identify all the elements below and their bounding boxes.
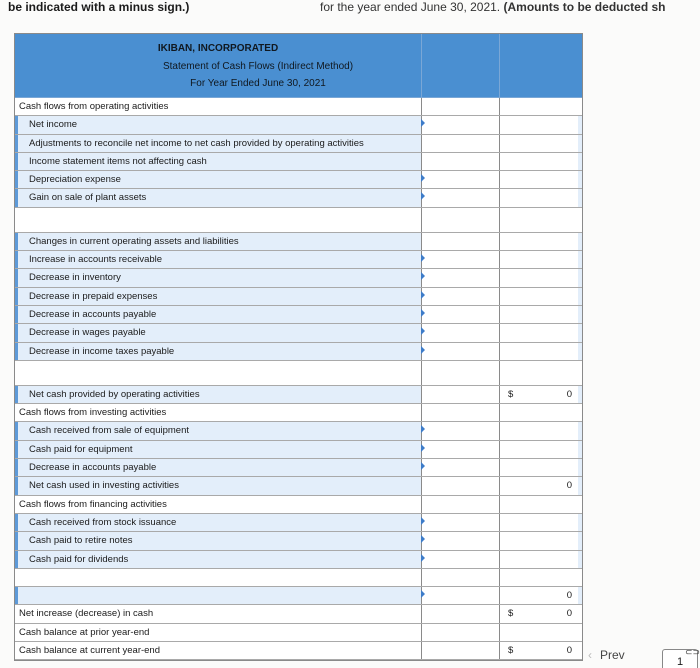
account-dropdown[interactable]: Decrease in wages payable <box>15 324 421 341</box>
statement-row <box>15 208 582 233</box>
statement-row <box>15 189 582 207</box>
currency-symbol: $ <box>508 388 514 400</box>
instruction-text <box>8 0 700 18</box>
subtotal-input[interactable] <box>499 642 578 659</box>
row-label <box>15 208 421 232</box>
statement-row <box>15 532 582 550</box>
amount-input <box>421 98 499 115</box>
statement-row <box>15 459 582 477</box>
page-indicator[interactable] <box>662 649 698 668</box>
amount-input[interactable] <box>421 514 499 531</box>
amount-input[interactable] <box>421 343 499 360</box>
currency-symbol: $ <box>508 608 514 620</box>
amount-input[interactable] <box>421 459 499 476</box>
statement-row <box>15 441 582 459</box>
account-dropdown[interactable]: Gain on sale of plant assets <box>15 189 421 206</box>
statement-row <box>15 422 582 440</box>
statement-row <box>15 551 582 569</box>
statement-row <box>15 642 582 660</box>
amount-value: 0 <box>566 480 572 492</box>
amount-input[interactable] <box>421 605 499 622</box>
chevron-left-icon: ‹ <box>588 648 592 662</box>
amount-input[interactable] <box>421 532 499 549</box>
amount-value: 0 <box>566 590 572 602</box>
instruction-right-bold: (Amounts to be deducted sh <box>503 0 666 14</box>
subtotal-input[interactable] <box>499 605 578 622</box>
row-label <box>15 569 421 586</box>
amount-input[interactable] <box>421 551 499 568</box>
amount-input[interactable] <box>421 171 499 188</box>
account-dropdown[interactable]: Cash paid to retire notes <box>15 532 421 549</box>
statement-row <box>15 135 582 153</box>
account-dropdown[interactable]: Adjustments to reconcile net income to net cash provided by operating activities <box>15 135 421 152</box>
subtotal-input[interactable] <box>499 171 578 188</box>
statement-row <box>15 251 582 269</box>
statement-row <box>15 496 582 514</box>
subtotal-input <box>499 98 578 115</box>
statement-row <box>15 98 582 116</box>
subtotal-input[interactable] <box>499 587 578 604</box>
amount-input[interactable] <box>421 269 499 286</box>
amount-input[interactable] <box>421 153 499 170</box>
subtotal-input <box>499 208 578 232</box>
prev-button[interactable] <box>588 648 625 662</box>
amount-input[interactable] <box>421 288 499 305</box>
statement-row <box>15 171 582 189</box>
subtotal-input[interactable] <box>499 324 578 341</box>
subtotal-input <box>499 404 578 421</box>
currency-symbol: $ <box>508 645 514 657</box>
subtotal-input[interactable] <box>499 269 578 286</box>
amount-input <box>421 361 499 385</box>
instruction-right <box>320 0 665 14</box>
statement-row <box>15 233 582 251</box>
subtotal-input[interactable] <box>499 116 578 133</box>
amount-input[interactable] <box>421 386 499 403</box>
amount-input[interactable] <box>421 324 499 341</box>
subtotal-input[interactable] <box>499 459 578 476</box>
account-dropdown[interactable]: Cash paid for equipment <box>15 441 421 458</box>
statement-row <box>15 324 582 342</box>
row-label: Cash balance at prior year-end <box>19 626 150 638</box>
page-number: 1 <box>677 656 684 668</box>
amount-input[interactable] <box>421 441 499 458</box>
instruction-left: be indicated with a minus sign.) <box>8 0 190 14</box>
statement-row <box>15 587 582 605</box>
amount-input[interactable] <box>421 135 499 152</box>
amount-input[interactable] <box>421 233 499 250</box>
subtotal-input[interactable] <box>499 135 578 152</box>
amount-input[interactable] <box>421 477 499 494</box>
account-dropdown[interactable]: Income statement items not affecting cash <box>15 153 421 170</box>
account-dropdown[interactable]: Decrease in prepaid expenses <box>15 288 421 305</box>
amount-input[interactable] <box>421 642 499 659</box>
subtotal-input[interactable] <box>499 532 578 549</box>
subtotal-input[interactable] <box>499 514 578 531</box>
statement-row <box>15 477 582 495</box>
account-dropdown[interactable]: Cash received from stock issuance <box>15 514 421 531</box>
header-col-2 <box>499 34 578 97</box>
amount-value: 0 <box>566 645 572 657</box>
subtotal-input[interactable] <box>499 422 578 439</box>
subtotal-input[interactable] <box>499 477 578 494</box>
statement-row <box>15 361 582 386</box>
statement-row <box>15 386 582 404</box>
subtotal-input[interactable] <box>499 306 578 323</box>
row-label: Cash flows from financing activities <box>19 498 167 510</box>
amount-input <box>421 208 499 232</box>
row-label: Cash flows from operating activities <box>19 101 169 112</box>
statement-row <box>15 153 582 171</box>
statement-period: For Year Ended June 30, 2021 <box>190 78 326 89</box>
statement-row <box>15 288 582 306</box>
link-icon: ⊂⊃ <box>685 647 700 657</box>
subtotal-input <box>499 361 578 385</box>
amount-input[interactable] <box>421 422 499 439</box>
statement-row <box>15 514 582 532</box>
account-dropdown[interactable]: Net income <box>15 116 421 133</box>
account-dropdown[interactable]: Increase in accounts receivable <box>15 251 421 268</box>
prev-label: Prev <box>600 648 625 662</box>
statement-row <box>15 343 582 361</box>
amount-input <box>421 496 499 513</box>
row-label: Cash flows from investing activities <box>19 407 167 419</box>
subtotal-input <box>499 624 578 641</box>
subtotal-input[interactable] <box>499 288 578 305</box>
account-dropdown[interactable]: Decrease in inventory <box>15 269 421 286</box>
row-label: Net increase (decrease) in cash <box>19 608 154 620</box>
statement-title: Statement of Cash Flows (Indirect Method) <box>162 61 354 72</box>
subtotal-input[interactable] <box>499 441 578 458</box>
row-label <box>15 361 421 385</box>
subtotal-input[interactable] <box>499 251 578 268</box>
statement-row <box>15 624 582 642</box>
account-dropdown[interactable]: Net cash used in investing activities <box>15 477 421 494</box>
amount-input[interactable] <box>421 189 499 206</box>
amount-input[interactable] <box>421 251 499 268</box>
subtotal-input[interactable] <box>499 551 578 568</box>
amount-value: 0 <box>566 388 572 400</box>
amount-input <box>421 569 499 586</box>
amount-input[interactable] <box>421 306 499 323</box>
statement-row <box>15 404 582 422</box>
account-dropdown[interactable]: Depreciation expense <box>15 171 421 188</box>
statement-header <box>15 34 582 98</box>
subtotal-input <box>499 569 578 586</box>
account-dropdown[interactable]: Net cash provided by operating activities <box>15 386 421 403</box>
cash-flow-worksheet <box>14 33 583 661</box>
subtotal-input[interactable] <box>499 343 578 360</box>
account-dropdown[interactable]: Decrease in income taxes payable <box>15 343 421 360</box>
subtotal-input[interactable] <box>499 386 578 403</box>
account-dropdown[interactable]: Cash paid for dividends <box>15 551 421 568</box>
amount-input <box>421 404 499 421</box>
amount-input[interactable] <box>421 116 499 133</box>
subtotal-input[interactable] <box>499 233 578 250</box>
amount-input <box>421 624 499 641</box>
account-dropdown[interactable]: Cash received from sale of equipment <box>15 422 421 439</box>
account-dropdown[interactable]: Changes in current operating assets and liabilities <box>15 233 421 250</box>
subtotal-input[interactable] <box>499 189 578 206</box>
subtotal-input <box>499 496 578 513</box>
amount-value: 0 <box>566 608 572 620</box>
statement-row <box>15 116 582 134</box>
account-dropdown[interactable]: Decrease in accounts payable <box>15 306 421 323</box>
header-col-1 <box>421 34 499 97</box>
statement-rows <box>15 98 582 660</box>
statement-row <box>15 306 582 324</box>
subtotal-input[interactable] <box>499 153 578 170</box>
row-label: Cash balance at current year-end <box>19 645 160 657</box>
account-dropdown[interactable] <box>15 587 421 604</box>
statement-row <box>15 605 582 623</box>
company-name: IKIBAN, INCORPORATED <box>157 43 279 54</box>
statement-row <box>15 269 582 287</box>
statement-title-block <box>15 34 421 97</box>
instruction-right-plain: for the year ended June 30, 2021. <box>320 0 501 14</box>
account-dropdown[interactable]: Decrease in accounts payable <box>15 459 421 476</box>
amount-input[interactable] <box>421 587 499 604</box>
statement-row <box>15 569 582 587</box>
